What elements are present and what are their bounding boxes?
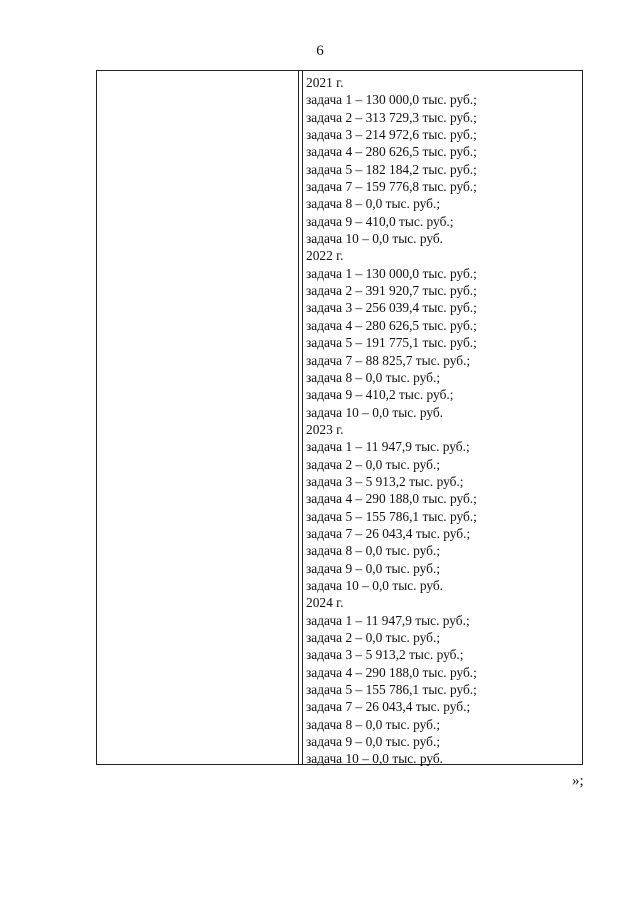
- task-funding-line: задача 10 – 0,0 тыс. руб.: [306, 231, 444, 247]
- task-funding-line: задача 9 – 410,0 тыс. руб.;: [306, 213, 454, 229]
- task-funding-line: задача 9 – 0,0 тыс. руб.;: [306, 734, 441, 750]
- task-funding-line: задача 10 – 0,0 тыс. руб.: [306, 404, 444, 420]
- task-funding-line: задача 3 – 214 972,6 тыс. руб.;: [306, 127, 477, 143]
- page-number: 6: [316, 43, 324, 59]
- year-heading: 2022 г.: [306, 248, 344, 264]
- column-divider: [298, 71, 299, 764]
- task-funding-line: задача 2 – 313 729,3 тыс. руб.;: [306, 109, 477, 125]
- task-funding-line: задача 5 – 191 775,1 тыс. руб.;: [306, 335, 477, 351]
- task-funding-line: задача 10 – 0,0 тыс. руб.: [306, 577, 444, 593]
- task-funding-line: задача 7 – 26 043,4 тыс. руб.;: [306, 525, 471, 541]
- closing-quote-mark: »;: [572, 773, 584, 789]
- task-funding-line: задача 8 – 0,0 тыс. руб.;: [306, 543, 441, 559]
- task-funding-line: задача 5 – 182 184,2 тыс. руб.;: [306, 161, 477, 177]
- task-funding-line: задача 3 – 256 039,4 тыс. руб.;: [306, 300, 477, 316]
- task-funding-line: задача 7 – 159 776,8 тыс. руб.;: [306, 179, 477, 195]
- task-funding-line: задача 9 – 0,0 тыс. руб.;: [306, 560, 441, 576]
- task-funding-line: задача 3 – 5 913,2 тыс. руб.;: [306, 473, 464, 489]
- task-funding-line: задача 8 – 0,0 тыс. руб.;: [306, 369, 441, 385]
- task-funding-line: задача 7 – 26 043,4 тыс. руб.;: [306, 699, 471, 715]
- year-heading: 2021 г.: [306, 75, 344, 90]
- task-funding-line: задача 5 – 155 786,1 тыс. руб.;: [306, 508, 477, 524]
- task-funding-line: задача 3 – 5 913,2 тыс. руб.;: [306, 647, 464, 663]
- task-funding-line: задача 4 – 290 188,0 тыс. руб.;: [306, 491, 477, 507]
- task-funding-line: задача 2 – 391 920,7 тыс. руб.;: [306, 283, 477, 299]
- task-funding-line: задача 4 – 280 626,5 тыс. руб.;: [306, 317, 477, 333]
- task-funding-line: задача 9 – 410,2 тыс. руб.;: [306, 387, 454, 403]
- left-cell: [97, 71, 298, 764]
- task-funding-line: задача 2 – 0,0 тыс. руб.;: [306, 456, 441, 472]
- funding-table: [96, 70, 583, 765]
- year-heading: 2023 г.: [306, 421, 344, 437]
- column-divider-inner: [302, 71, 303, 764]
- task-funding-line: задача 1 – 130 000,0 тыс. руб.;: [306, 92, 477, 108]
- task-funding-line: задача 2 – 0,0 тыс. руб.;: [306, 630, 441, 645]
- task-funding-line: задача 1 – 130 000,0 тыс. руб.;: [306, 265, 477, 281]
- funding-lines-cell: [306, 74, 578, 768]
- task-funding-line: задача 8 – 0,0 тыс. руб.;: [306, 196, 441, 212]
- task-funding-line: задача 1 – 11 947,9 тыс. руб.;: [306, 612, 470, 628]
- task-funding-line: задача 5 – 155 786,1 тыс. руб.;: [306, 682, 477, 698]
- task-funding-line: задача 4 – 290 188,0 тыс. руб.;: [306, 664, 477, 680]
- task-funding-line: задача 7 – 88 825,7 тыс. руб.;: [306, 352, 471, 368]
- task-funding-line: задача 4 – 280 626,5 тыс. руб.;: [306, 144, 477, 160]
- task-funding-line: задача 8 – 0,0 тыс. руб.;: [306, 716, 441, 732]
- year-heading: 2024 г.: [306, 595, 344, 611]
- task-funding-line: задача 10 – 0,0 тыс. руб.: [306, 751, 444, 767]
- task-funding-line: задача 1 – 11 947,9 тыс. руб.;: [306, 439, 470, 455]
